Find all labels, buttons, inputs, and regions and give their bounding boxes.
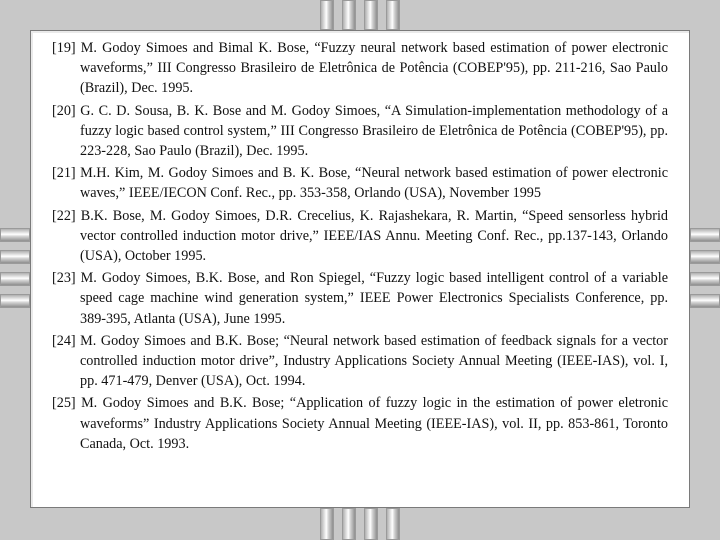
frame-tab-bottom-4 <box>386 508 400 540</box>
frame-tab-right-4 <box>690 294 720 308</box>
reference-19: [19] M. Godoy Simoes and Bimal K. Bose, “Fuzzy neural network based estimation of power electronic waveforms,” III Congresso Brasileiro de Eletrônica de Potência (COBEP'95), pp. 211-216, Sao Paulo (Brazil), Dec. 1995. <box>52 40 668 97</box>
frame-tab-left-1 <box>0 228 30 242</box>
reference-21: [21] M.H. Kim, M. Godoy Simoes and B. K. Bose, “Neural network based estimation of power electronic waves,” IEEE/IECON Conf. Rec., pp. 353-358, Orlando (USA), November 1995 <box>52 165 668 202</box>
reference-25: [25] M. Godoy Simoes and B.K. Bose; “Application of fuzzy logic in the estimation of power eletronic waveforms” Industry Applications Society Annual Meeting (IEEE-IAS), vol. II, pp. 853-861, Toronto Canada, Oct. 1993. <box>52 395 668 452</box>
reference-22: [22] B.K. Bose, M. Godoy Simoes, D.R. Crecelius, K. Rajashekara, R. Martin, “Speed sensorless hybrid vector controlled induction motor drive,” IEEE/IAS Annu. Meeting Conf. Rec., pp.137-143, Orlando (USA), October 1995. <box>52 207 668 265</box>
frame-tab-top-1 <box>320 0 334 30</box>
frame-tab-top-3 <box>364 0 378 30</box>
reference-list <box>52 38 668 456</box>
frame-tab-left-2 <box>0 250 30 264</box>
reference-20: [20] G. C. D. Sousa, B. K. Bose and M. Godoy Simoes, “A Simulation-implementation methodology of a fuzzy logic based control system,” III Congresso Brasileiro de Eletrônica de Potência (COBEP'95), pp. 223-228, Sao Paulo (Brazil), Dec. 1995. <box>52 102 668 160</box>
reference-24: [24] M. Godoy Simoes and B.K. Bose; “Neural network based estimation of feedback signals for a vector controlled induction motor drive”, Industry Applications Society Annual Meeting (IEEE-IAS), vol. I, pp. 471-479, Denver (USA), Oct. 1994. <box>52 332 668 390</box>
frame-tab-top-4 <box>386 0 400 30</box>
frame-tab-bottom-3 <box>364 508 378 540</box>
frame-tab-bottom-1 <box>320 508 334 540</box>
frame-tab-top-2 <box>342 0 356 30</box>
frame-tab-left-4 <box>0 294 30 308</box>
frame-tab-right-1 <box>690 228 720 242</box>
frame-tab-right-2 <box>690 250 720 264</box>
frame-tab-right-3 <box>690 272 720 286</box>
reference-23: [23] M. Godoy Simoes, B.K. Bose, and Ron Spiegel, “Fuzzy logic based intelligent control of a variable speed cage machine wind generation system,” IEEE Power Electronics Specialists Conference, pp. 389-395, Atlanta (USA), June 1995. <box>52 270 668 327</box>
frame-tab-bottom-2 <box>342 508 356 540</box>
frame-tab-left-3 <box>0 272 30 286</box>
